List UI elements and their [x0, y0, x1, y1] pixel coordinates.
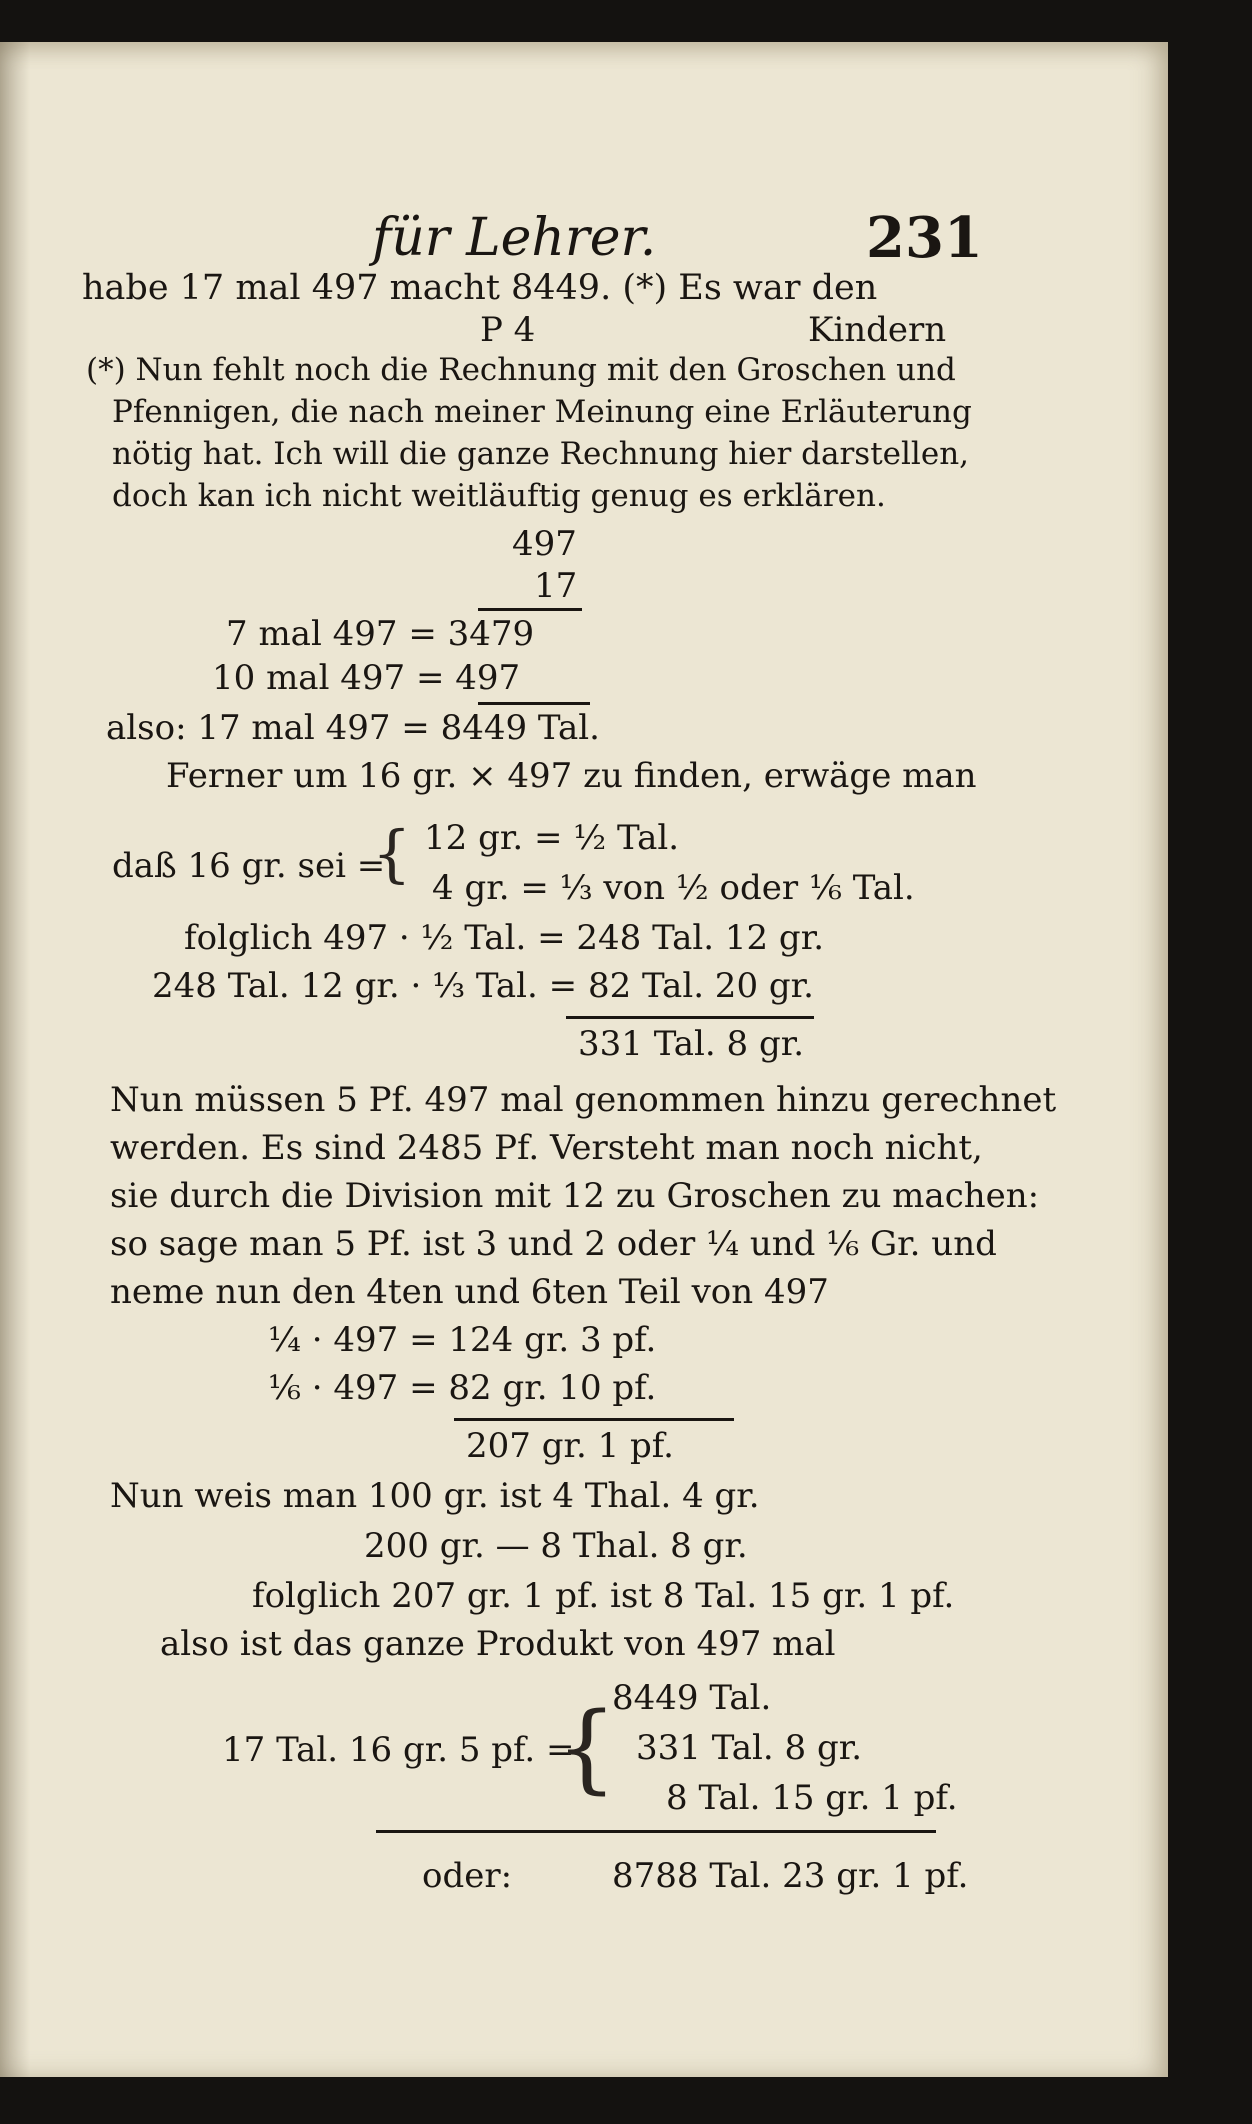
right-brace: { — [556, 1692, 618, 1804]
final-item-2: 331 Tal. 8 gr. — [636, 1728, 863, 1768]
page-number: 231 — [866, 205, 983, 271]
text-a: Ferner um 16 gr. × 497 zu finden, erwäge man — [166, 756, 977, 796]
left-brace: { — [372, 817, 412, 890]
pf-sum: 207 gr. 1 pf. — [466, 1426, 674, 1466]
text-b-line-1: Nun müssen 5 Pf. 497 mal genommen hinzu gerechnet — [110, 1080, 1057, 1120]
signature-mark: P 4 — [480, 310, 536, 350]
calc-rule — [566, 1016, 814, 1019]
mult-factor: 17 — [534, 566, 578, 606]
pf-line-2: ⅙ · 497 = 82 gr. 10 pf. — [268, 1368, 657, 1408]
split-line-2: 4 gr. = ⅓ von ½ oder ⅙ Tal. — [432, 868, 915, 908]
mult-row-1: 7 mal 497 = 3479 — [226, 614, 535, 654]
split-lead: daß 16 gr. sei = — [112, 846, 386, 886]
page-gutter-shadow — [0, 42, 30, 2077]
pf-line-1: ¼ · 497 = 124 gr. 3 pf. — [268, 1320, 657, 1360]
text-b-line-5: neme nun den 4ten und 6ten Teil von 497 — [110, 1272, 829, 1312]
mult-row-3: also: 17 mal 497 = 8449 Tal. — [106, 708, 600, 748]
final-item-1: 8449 Tal. — [612, 1678, 772, 1718]
mult-row-2: 10 mal 497 = 497 — [212, 658, 521, 698]
body-line-1: habe 17 mal 497 macht 8449. (*) Es war den — [82, 268, 878, 308]
catchword: Kindern — [808, 310, 947, 350]
final-lead: 17 Tal. 16 gr. 5 pf. = — [222, 1730, 575, 1770]
pf-rule — [454, 1418, 734, 1421]
conv-line-1: Nun weis man 100 gr. ist 4 Thal. 4 gr. — [110, 1476, 760, 1516]
book-page — [0, 42, 1168, 2077]
conv-line-4: also ist das ganze Produkt von 497 mal — [160, 1624, 836, 1664]
footnote-line-3: nötig hat. Ich will die ganze Rechnung hier darstellen, — [112, 436, 970, 472]
mult-rule-1 — [478, 608, 582, 611]
calc-line-1: folglich 497 · ½ Tal. = 248 Tal. 12 gr. — [184, 918, 825, 958]
final-total: 8788 Tal. 23 gr. 1 pf. — [612, 1856, 969, 1896]
footnote-line-1: (*) Nun fehlt noch die Rechnung mit den Groschen und — [86, 352, 956, 388]
final-oder: oder: — [422, 1856, 513, 1896]
calc-sum: 331 Tal. 8 gr. — [578, 1024, 805, 1064]
split-line-1: 12 gr. = ½ Tal. — [424, 818, 680, 858]
calc-line-2: 248 Tal. 12 gr. · ⅓ Tal. = 82 Tal. 20 gr. — [152, 966, 814, 1006]
text-b-line-3: sie durch die Division mit 12 zu Groschen zu machen: — [110, 1176, 1040, 1216]
final-item-3: 8 Tal. 15 gr. 1 pf. — [666, 1778, 958, 1818]
text-b-line-2: werden. Es sind 2485 Pf. Versteht man noch nicht, — [110, 1128, 983, 1168]
text-b-line-4: so sage man 5 Pf. ist 3 und 2 oder ¼ und ⅙ Gr. und — [110, 1224, 997, 1264]
footnote-line-4: doch kan ich nicht weitläuftig genug es erklären. — [112, 478, 886, 514]
mult-rule-2 — [478, 702, 590, 705]
running-head: für Lehrer. — [372, 208, 657, 268]
conv-line-3: folglich 207 gr. 1 pf. ist 8 Tal. 15 gr. 1 pf. — [252, 1576, 955, 1616]
footnote-line-2: Pfennigen, die nach meiner Meinung eine Erläuterung — [112, 394, 972, 430]
conv-line-2: 200 gr. — 8 Thal. 8 gr. — [364, 1526, 748, 1566]
mult-top: 497 — [512, 524, 577, 564]
final-rule — [376, 1830, 936, 1833]
